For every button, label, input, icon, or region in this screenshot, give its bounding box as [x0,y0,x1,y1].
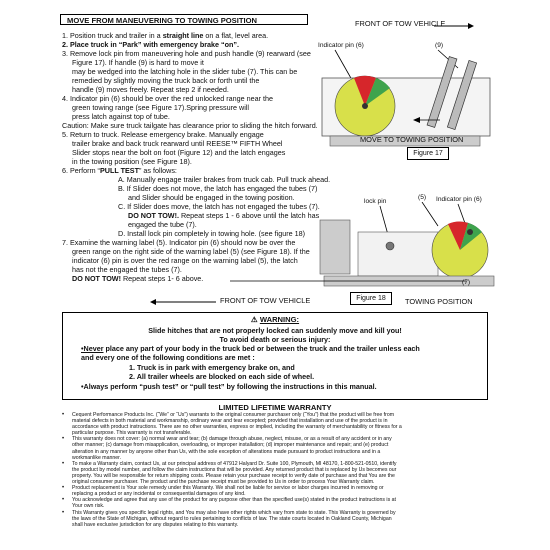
fig17-leader-line [335,50,352,80]
caution-text: Caution: Make sure truck tailgate has clearance prior to sliding the hitch forward. [62,121,318,130]
step-7-line: 7. Examine the warning label (5). Indicator pin (6) should now be over the [62,238,296,247]
fig18-indicator-label: Indicator pin (6) [436,196,482,203]
warning-box [62,312,488,400]
step-6c-line: DO NOT TOW!. Repeat steps 1 - 6 above until the latch has [128,211,320,220]
bullet-icon: • [62,485,65,492]
fig18-towing-label: TOWING POSITION [405,297,473,306]
fig18-caption: Figure 18 [350,292,392,305]
warranty-item [62,485,512,498]
bullet-icon: • [62,509,65,516]
fig17-move-label: MOVE TO TOWING POSITION [360,135,464,144]
step-5-line: in the towing position (see Figure 18). [72,157,192,166]
warranty-line: This Warranty gives you specific legal rights, and You may also have other rights which vary from state to state. This Warranty is governed by [72,509,396,516]
bullet-icon: • [62,497,65,504]
warranty-item [62,412,512,437]
warranty-line: material defects in both material and workmanship, ordinary wear and tear excepted; provided that installation and use of the product is in [72,418,388,425]
fig18-lock-pin [386,242,394,250]
fig18-lock-label: lock pin [364,198,387,205]
fig18-label-5: (5) [418,194,427,201]
step-5-line: 5. Return to truck. Release emergency brake. Manually engage [62,130,264,139]
warning-line: Slide hitches that are not properly locked can suddenly move and kill you! [148,326,402,335]
fig17-indicator-pin [362,103,368,109]
warranty-line: the product by model number, and follow the claim instructions that will be provided. Any returned product that is replaced by Us becomes our [72,466,397,473]
step-3-line: may be wedged into the latching hole in the slider tube (7). This can be [72,67,298,76]
step-3-line: 3. Remove lock pin from maneuvering hole and push handle (9) rearward (see [62,49,311,58]
warranty-line: Product replacement is Your sole remedy under this Warranty. We shall not be liable for service or labor charges incurred in removing or [72,485,384,492]
tube-leader-line [230,278,470,284]
warranty-line: Your own risk. [72,503,105,510]
warranty-item [62,509,512,528]
warranty-item [62,497,512,510]
step-4-line: green towing range (see Figure 17).Spring pressure will [72,103,249,112]
fig17-indicator-label: Indicator pin (6) [318,42,364,49]
section-header: MOVE FROM MANEUVERING TO TOWING POSITION [60,14,308,25]
step-3-line: handle (9) moves freely. Repeat step 2 if needed. [72,85,229,94]
warranty-list [62,412,512,528]
warranty-line: the laws of the State of Michigan, without regard to rules pertaining to conflicts of law. The state courts located in Oakland County, Michigan [72,515,392,522]
step-5-line: Slider stops near the bolt on foot (Figure 12) and the latch engages [72,148,286,157]
fig18-label-7: (7) [462,279,471,286]
step-7-line: indicator (6) pin is over the red range on the warning label (5), the latch [72,256,298,265]
warranty-line: property. You will be responsible for return shipping costs. Please retain your purchase receipt to verify date of purchase and that You are the [72,472,395,479]
step-4-line: 4. Indicator pin (6) should be over the red unlocked range near the [62,94,273,103]
fig18-front-label: FRONT OF TOW VEHICLE [220,296,311,305]
warranty-line: original consumer purchaser. The product and the purchase receipt must be provided to Us in order to process Your Warranty claim. [72,479,375,486]
warning-title: ⚠ WARNING: [250,315,300,324]
step-6b-line: and Slider should be engaged in the towing position. [128,193,295,202]
warranty-line: replacing a product or any incidental or consequential damages of any kind. [72,491,246,498]
warranty-line: alteration in any manner by anyone other than Us, with the sole exception of alterations made pursuant to product instructions and in a [72,448,381,455]
step-5-line: trailer brake and back truck rearward until REESE™ FIFTH Wheel [72,139,283,148]
bullet-icon: • [62,436,65,443]
step-3-line: remedied by slightly moving the truck back or forth until the [72,76,260,85]
warranty-item [62,436,512,461]
warranty-title: LIMITED LIFETIME WARRANTY [218,403,332,412]
warning-line: and every one of the following conditions are met : [81,353,255,362]
warning-triangle-icon: ⚠ [250,315,258,324]
warranty-line: particular purpose. This warranty is not transferable. [72,430,192,437]
step-6a: A. Manually engage trailer brakes from truck cab. Pull truck ahead. [118,175,331,184]
step-6c-line: C. If Slider does move, the latch has not engaged the tubes (7). [118,202,320,211]
warranty-line: accordance with product instructions. There are no other warranties, express or implied, including the warranty of merchantability or fitness for a [72,424,402,431]
step-1: 1. Position truck and trailer in a straight line on a flat, level area. [62,31,269,40]
warranty-line: You acknowledge and agree that any use of the product for any purpose other than the specified use(s) stated in the product instructions is at [72,497,396,504]
step-6d: D. Install lock pin completely in towing hole. (see figure 18) [118,229,305,238]
warranty-line: Cequent Performance Products Inc. (“We” or “Us”) warrants to the original consumer purchaser only (“You”) that the product will be free from [72,412,395,418]
warning-line: To avoid death or serious injury: [219,335,331,344]
fig17-handle-label: (9) [435,42,444,49]
step-6b-line: B. If Slider does not move, the latch has engaged the tubes (7) [118,184,318,193]
warning-line: •Always perform “push test” or “pull test” by following the instructions in this manual. [81,382,377,391]
step-3-line: Figure 17). If handle (9) is hard to move it [72,58,204,67]
step-7-line: has not the engaged the tubes (7). [72,265,182,274]
fig17-front-label: FRONT OF TOW VEHICLE [355,19,446,28]
fig17-caption: Figure 17 [407,147,449,160]
fig18-slider-body [358,232,438,276]
warranty-line: To make a Warranty claim, contact Us, at our principal address of 47912 Halyard Dr. Suite 100, Plymouth, MI 48170, 1-800-521-0510, identify [72,460,397,467]
warning-condition: 1. Truck is in park with emergency brake on, and [129,363,295,372]
warranty-line: workmanlike manner. [72,454,122,461]
fig18-front-arrow-icon [148,298,218,306]
warranty-line: other manner; (c) damage from misapplication, overloading, or improper installation; (d) improper maintenance and repair; and (e) product [72,442,389,449]
step-6: 6. Perform “PULL TEST” as follows: [62,166,177,175]
warranty-item [62,460,512,486]
step-6c-line: engaged the tube (7). [128,220,197,229]
step-7-line: DO NOT TOW! Repeat steps 1- 6 above. [72,274,204,283]
warranty-line: shall have exclusive jurisdiction for any disputes relating to this warranty. [72,521,239,528]
warranty-line: This warranty does not cover: (a) normal wear and tear; (b) damage through abuse, neglect, misuse, or as a result of any accident or in any [72,436,392,443]
step-7-line: green range on the right side of the warning label (5) (see Figure 18). If the [72,247,310,256]
bullet-icon: • [62,460,65,467]
fig17-arrow-icon [432,22,476,30]
step-4-line: press latch against top of tube. [72,112,170,121]
warning-line: •Never place any part of your body in the truck bed or between the truck and the trailer unless each [81,344,420,353]
warning-condition: 2. All trailer wheels are blocked on each side of wheel. [129,372,315,381]
step-2: 2. Place truck in “Park” with emergency brake “on”. [62,40,239,49]
bullet-icon: • [62,412,65,418]
fig18-indicator-pin [467,229,473,235]
fig18-bracket [320,220,350,274]
